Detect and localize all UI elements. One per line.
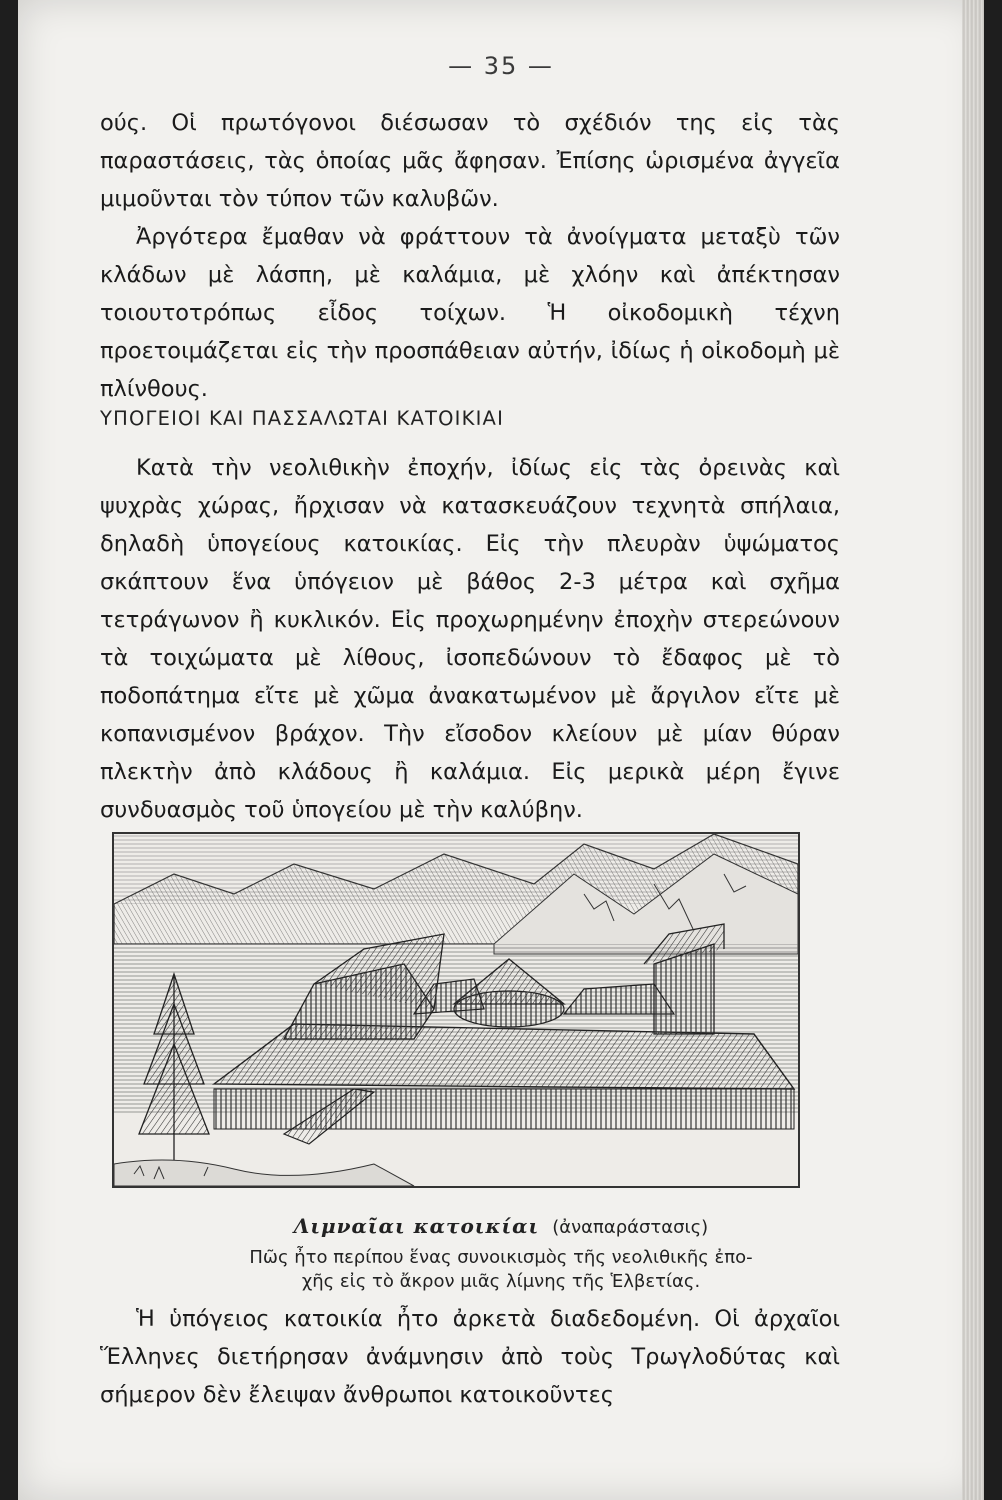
paragraph-3: Κατὰ τὴν νεολιθικὴν ἐποχήν, ἰδίως εἰς τὰς ὀρεινὰς καὶ ψυχρὰς χώρας, ἤρχισαν νὰ κατασκευάζουν τεχνητὰ σπήλαια, δηλαδὴ ὑπογείους κατοικίας. Εἰς τὴν πλευρὰν ὑψώματος σκάπτουν ἕνα ὑπόγειον μὲ βάθος 2-3 μέτρα καὶ σχῆμα τετράγωνον ἢ κυκλικόν. Εἰς προχωρημένην ἐποχὴν στερεώνουν τὰ τοιχώματα μὲ λίθους, ἰσοπεδώνουν τὸ ἔδαφος μὲ τὸ ποδοπάτημα εἴτε μὲ χῶμα ἀνακατωμένον μὲ ἄργιλον εἴτε μὲ κοπανισμένον βράχον. Τὴν εἴσοδον κλείουν μὲ μίαν θύραν πλεκτὴν ἀπὸ κλάδους ἢ καλάμια. Εἰς μερικὰ μέρη ἔγινε συνδυασμὸς τοῦ ὑπογείου μὲ τὴν καλύβην. bbox=[100, 455, 840, 823]
caption-title: Λιμναῖαι κατοικίαι bbox=[293, 1214, 540, 1238]
paragraph-final bbox=[100, 1300, 840, 1414]
figure-caption-title bbox=[18, 1214, 984, 1239]
section-heading: ΥΠΟΓΕΙΟΙ ΚΑΙ ΠΑΣΣΑΛΩΤΑΙ ΚΑΤΟΙΚΙΑΙ bbox=[100, 407, 505, 430]
paragraph-4: Ἡ ὑπόγειος κατοικία ἦτο ἀρκετὰ διαδεδομένη. Οἱ ἀρχαῖοι Ἕλληνες διετήρησαν ἀνάμνησιν ἀπὸ τοὺς Τρωγλοδύτας καὶ σήμερον δὲν ἔλειψαν ἄνθρωποι κατοικοῦντες bbox=[100, 1306, 840, 1408]
paragraph-intro bbox=[100, 104, 840, 408]
caption-line-1: Πῶς ἦτο περίπου ἕνας συνοικισμὸς τῆς νεολιθικῆς ἐπο- bbox=[249, 1247, 753, 1268]
paragraph-2: Ἀργότερα ἔμαθαν νὰ φράττουν τὰ ἀνοίγματα μεταξὺ τῶν κλάδων μὲ λάσπη, μὲ καλάμια, μὲ χλόην καὶ ἀπέκτησαν τοιουτοτρόπως εἶδος τοίχων. Ἡ οἰκοδομικὴ τέχνη προετοιμάζεται εἰς τὴν προσπάθειαν αὐτήν, ἰδίως ἡ οἰκοδομὴ μὲ πλίνθους. bbox=[100, 224, 840, 402]
paragraph-section bbox=[100, 449, 840, 829]
book-page bbox=[18, 0, 984, 1500]
caption-line-2: χῆς εἰς τὸ ἄκρον μιᾶς λίμνης τῆς Ἑλβετίας. bbox=[301, 1271, 701, 1292]
figure-caption-body bbox=[18, 1246, 984, 1294]
caption-subtitle: (ἀναπαράστασις) bbox=[552, 1217, 709, 1238]
lake-dwelling-engraving-icon bbox=[114, 834, 798, 1186]
page-number: — 35 — bbox=[448, 52, 554, 80]
paragraph-1: ούς. Οἱ πρωτόγονοι διέσωσαν τὸ σχέδιόν της εἰς τὰς παραστάσεις, τὰς ὁποίας μᾶς ἄφησαν. Ἐπίσης ὡρισμένα ἀγγεῖα μιμοῦνται τὸν τύπον τῶν καλυβῶν. bbox=[100, 110, 840, 212]
lake-dwelling-illustration bbox=[112, 832, 800, 1188]
